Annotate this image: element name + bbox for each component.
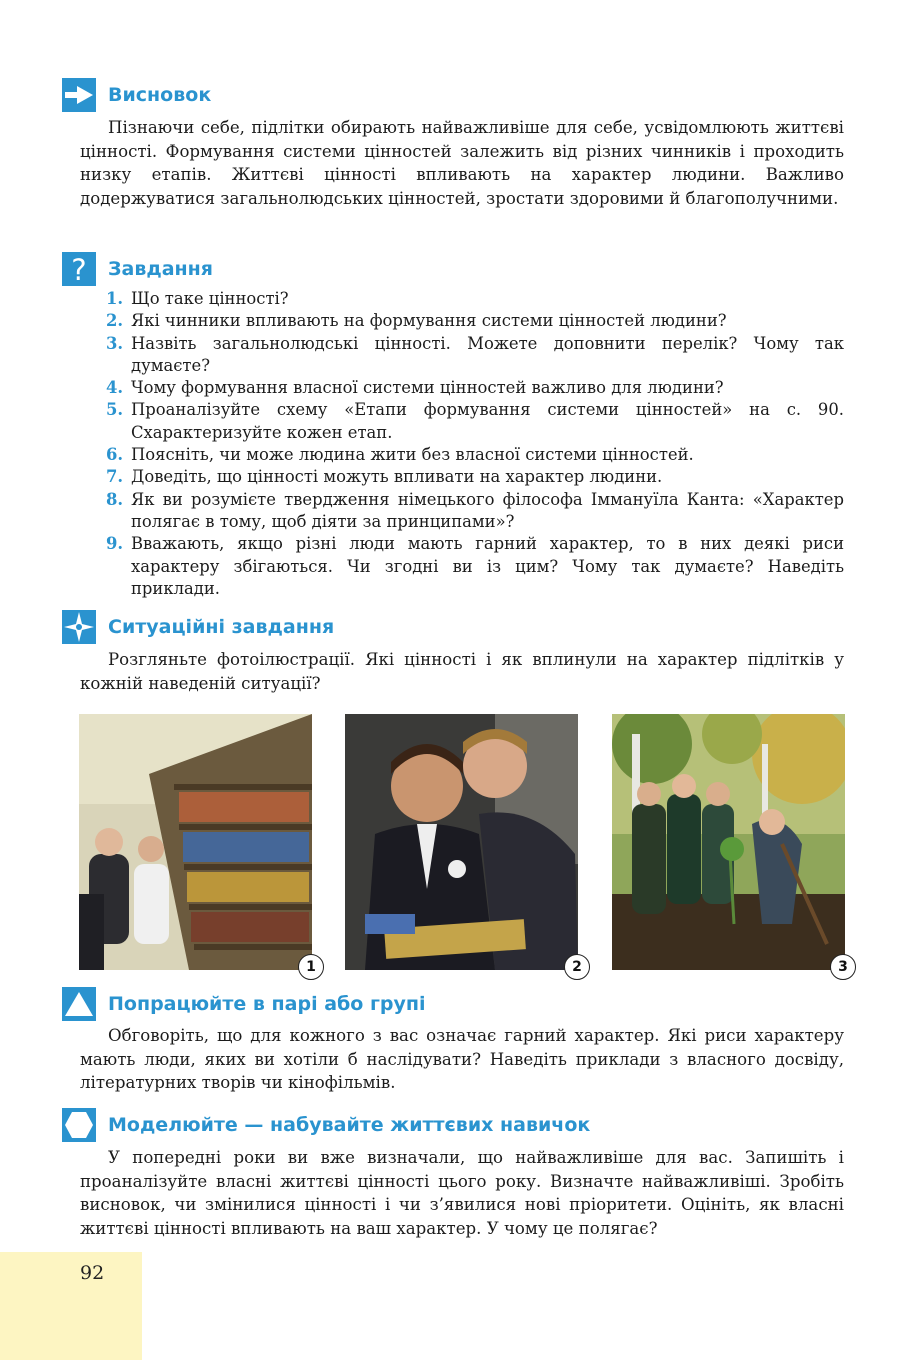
- task-item: 8. Як ви розумієте твердження німецького філософа Іммануїла Канта: «Характер полягає в тому, щоб діяти за принципами»?: [106, 489, 844, 531]
- task-item: 4. Чому формування власної системи цінностей важливо для людини?: [106, 378, 724, 398]
- task-item: 9. Вважають, якщо різні люди мають гарний характер, то в них деякі риси характеру збігаються. Чи згодні ви із цим? Чому так думаєте? Наведіть приклади.: [106, 534, 844, 598]
- page-number: 92: [80, 1262, 105, 1284]
- section-tasks-header: [62, 252, 213, 286]
- photo-tree-planting: [612, 714, 845, 970]
- section-modeling-title: Моделюйте — набувайте життєвих навичок: [108, 1114, 591, 1136]
- photo-badge-3: 3: [830, 954, 856, 980]
- section-pair-work-header: [62, 987, 426, 1021]
- task-item: 1. Що таке цінності?: [106, 289, 289, 308]
- section-pair-work-title: Попрацюйте в парі або групі: [108, 993, 426, 1015]
- task-item: 7. Доведіть, що цінності можуть впливати на характер людини.: [106, 467, 663, 487]
- page-number-box: [0, 1252, 142, 1360]
- section-modeling-header: [62, 1108, 590, 1142]
- conclusion-text: Пізнаючи себе, підлітки обирають найважливіше для себе, усвідомлюють життєві цінності. Формування системи цінностей залежить від різних чинників і проходить низку етапів. Життєві цінності впливають на характер людини. Важливо додержуватися загальнолюдських цінностей, зростати здоровими й благополучними.: [80, 118, 844, 208]
- task-item: 5. Проаналізуйте схему «Етапи формування системи цінностей» на с. 90. Схарактеризуйте кожен етап.: [106, 400, 844, 442]
- compass-star-icon: [62, 610, 96, 644]
- tasks-list: [106, 288, 844, 600]
- pair-work-text: Обговоріть, що для кожного з вас означає гарний характер. Які риси характеру мають люди, яких ви хотіли б наслідувати? Наведіть приклади з власного досвіду, літературних творів чи кінофільмів.: [80, 1026, 844, 1092]
- photo-wheelchair: [345, 714, 578, 970]
- task-item: 6. Поясніть, чи може людина жити без власної системи цінностей.: [106, 445, 694, 465]
- section-conclusion-header: [62, 78, 211, 112]
- question-mark-icon: [62, 252, 96, 286]
- arrow-right-icon: [62, 78, 96, 112]
- photo-badge-2: 2: [564, 954, 590, 980]
- modeling-text: У попередні роки ви вже визначали, що найважливіше для вас. Запишіть і проаналізуйте власні життєві цінності цього року. Визначте найважливіші. Зробіть висновок, чи змінилися цінності і чи з’явилися нові пріоритети. Оцініть, як власні життєві цінності впливають на ваш характер. У чому це полягає?: [80, 1148, 844, 1238]
- section-situational-title: Ситуаційні завдання: [108, 616, 335, 638]
- hexagon-icon: [62, 1108, 96, 1142]
- photo-badge-1: 1: [298, 954, 324, 980]
- task-item: 2. Які чинники впливають на формування системи цінностей людини?: [106, 311, 727, 331]
- triangle-icon: [62, 987, 96, 1021]
- section-tasks-title: Завдання: [108, 258, 213, 280]
- section-conclusion-title: Висновок: [108, 84, 212, 106]
- svg-text:?: ?: [71, 253, 87, 286]
- situational-text: Розгляньте фотоілюстрації. Які цінності і як вплинули на характер підлітків у кожній наведеній ситуації?: [80, 650, 844, 693]
- photo-library: [79, 714, 312, 970]
- section-situational-header: [62, 610, 334, 644]
- task-item: 3. Назвіть загальнолюдські цінності. Можете доповнити перелік? Чому так думаєте?: [106, 333, 844, 375]
